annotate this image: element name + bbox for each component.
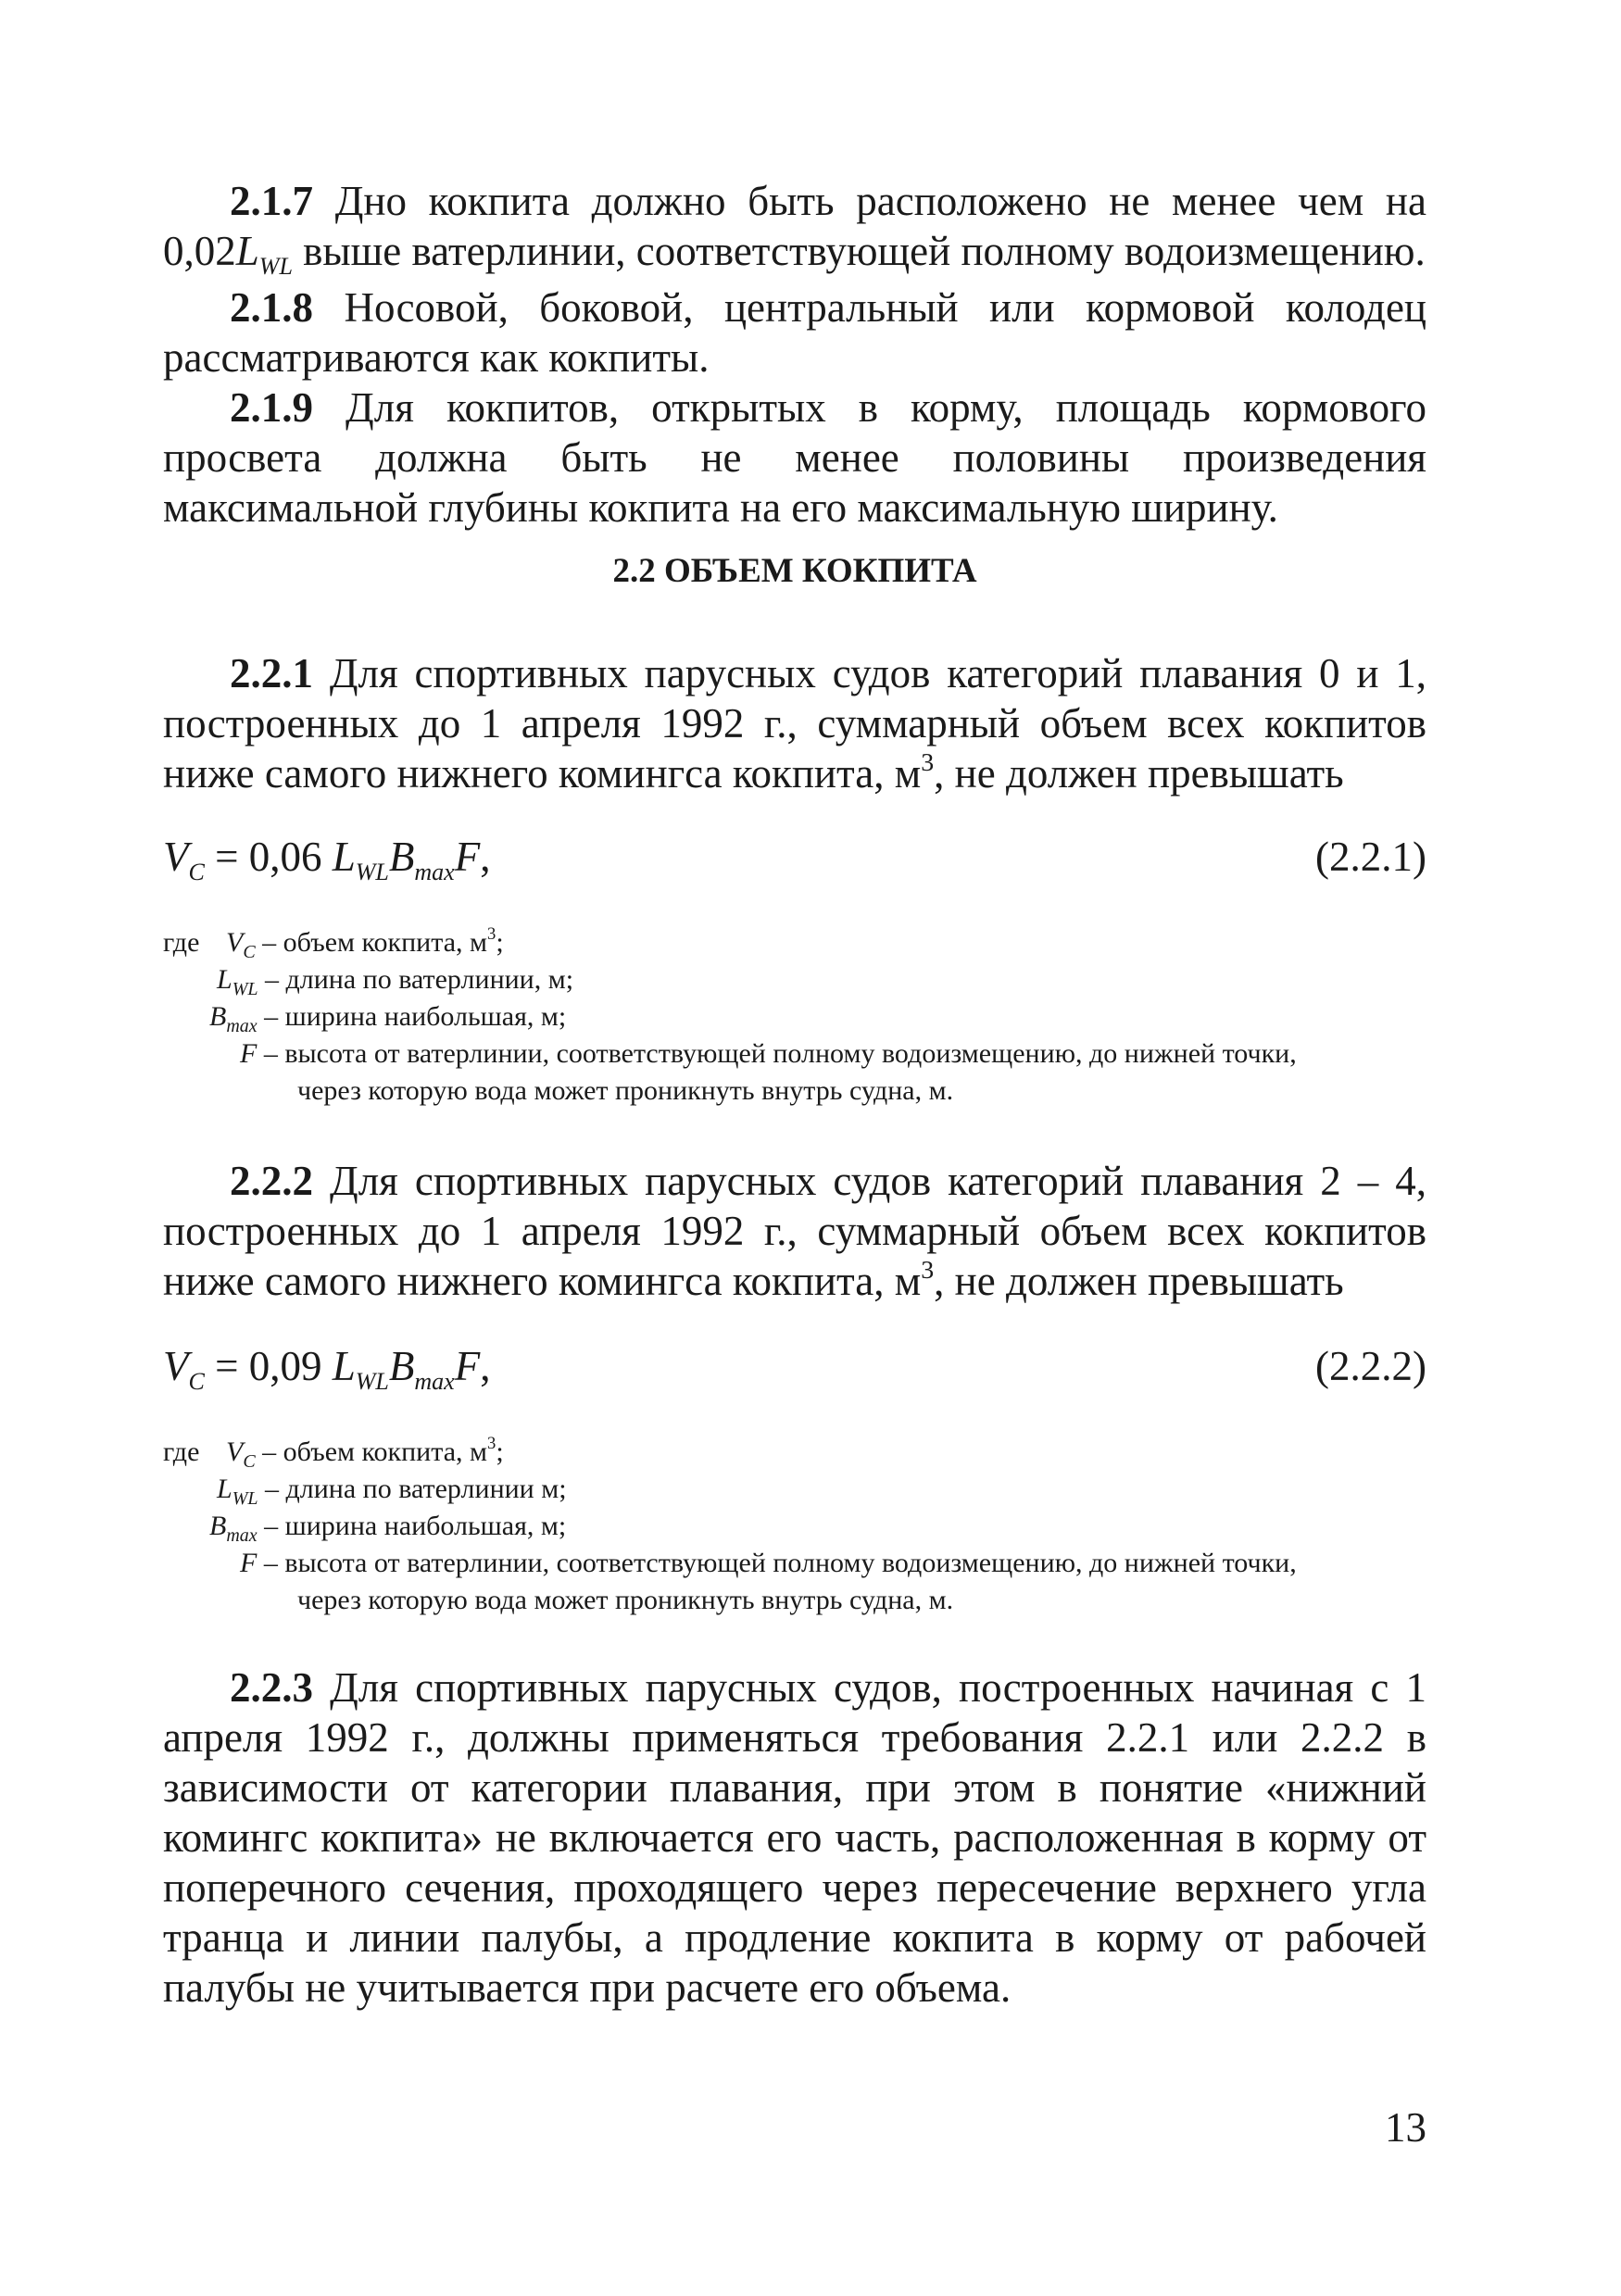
paragraph-text: Для спортивных парусных судов категорий плавания 0 и 1, построенных до 1 апреля 1992 г., суммарный объем всех кокпитов ниже самого нижнего комингса кокпита, м [163, 650, 1427, 797]
definition-b: $B_{max}$ – ширина наибольшая, м; [209, 1001, 567, 1036]
clause-number: 2.1.8 [230, 284, 313, 331]
formula-2-2-1 [163, 829, 1426, 885]
variable-definitions-1 [163, 924, 1426, 1110]
formula-expression: $V_C = 0,06$ $L_{WL}B_{max}F$, [163, 834, 491, 885]
definition-f: F – высота от ватерлинии, соответствующей полному водоизмещению, до нижней точки, [240, 1548, 1297, 1578]
definition-f-continued: через которую вода может проникнуть внутрь судна, м. [297, 1585, 954, 1615]
clause-number: 2.2.3 [230, 1664, 313, 1711]
superscript: 3 [921, 1256, 935, 1285]
definition-f-continued: через которую вода может проникнуть внутрь судна, м. [297, 1075, 954, 1106]
clause-number: 2.2.1 [230, 650, 313, 696]
page-number: 13 [1385, 2104, 1426, 2151]
paragraph-text: Для спортивных парусных судов, построенных начиная с 1 апреля 1992 г., должны применяться требования 2.2.1 или 2.2.2 в зависимости от категории плавания, при этом в понятие «нижний комингс кокпита» не включается его часть, расположенная в корму от поперечного сечения, проходящего через пересечение верхнего угла транца и линии палубы, а продление кокпита в корму от рабочей палубы не учитывается при расчете его объема. [163, 1664, 1427, 2011]
where-label: где [163, 1437, 200, 1467]
symbol-L: L [235, 228, 259, 274]
paragraph-text: Носовой, боковой, центральный или кормовой колодец рассматриваются как кокпиты. [163, 284, 1426, 381]
paragraph-text-continued: , не должен превышать [934, 1258, 1344, 1304]
paragraph-2-1-8 [163, 282, 1426, 383]
clause-number: 2.2.2 [230, 1158, 313, 1204]
clause-number: 2.1.7 [230, 178, 313, 224]
definition-v: где $V_C$ – объем кокпита, $м^3$; [163, 1434, 504, 1472]
paragraph-2-2-1-block [163, 648, 1426, 798]
variable-definitions-2 [163, 1434, 1426, 1619]
paragraph-2-1-9 [163, 383, 1426, 533]
formula-2-2-2 [163, 1338, 1426, 1394]
superscript: 3 [921, 748, 935, 777]
paragraph-text: Для спортивных парусных судов категорий плавания 2 – 4, построенных до 1 апреля 1992 г., суммарный объем всех кокпитов ниже самого нижнего комингса кокпита, м [163, 1158, 1427, 1304]
equation-number: (2.2.1) [1315, 834, 1426, 880]
definition-b: $B_{max}$ – ширина наибольшая, м; [209, 1511, 567, 1546]
paragraph-text: Дно кокпита должно быть расположено не менее чем на 0,02 [163, 178, 1426, 274]
paragraph-text-continued: , не должен превышать [934, 750, 1344, 797]
paragraph-2-2-3-block [163, 1662, 1426, 2013]
symbol-subscript: WL [258, 253, 293, 280]
paragraph-2-2-2 [163, 1156, 1426, 1306]
paragraph-2-2-3 [163, 1662, 1426, 2013]
paragraph-text-continued: выше ватерлинии, соответствующей полному водоизмещению. [303, 228, 1426, 274]
paragraph-2-1-7 [163, 176, 1426, 282]
equation-number: (2.2.2) [1315, 1343, 1426, 1389]
section-heading: 2.2 ОБЪЕМ КОКПИТА [612, 552, 977, 590]
definition-l: $L_{WL}$ – длина по ватерлинии, м; [217, 964, 574, 999]
formula-expression: $V_C = 0,09$ $L_{WL}B_{max}F$, [163, 1343, 491, 1395]
section-2-1-text [163, 176, 1426, 533]
where-label: где [163, 927, 200, 958]
definition-l: $L_{WL}$ – длина по ватерлинии м; [217, 1474, 567, 1509]
clause-number: 2.1.9 [230, 384, 313, 431]
paragraph-2-2-1 [163, 648, 1426, 798]
definition-f: F – высота от ватерлинии, соответствующей полному водоизмещению, до нижней точки, [240, 1038, 1297, 1069]
paragraph-text: Для кокпитов, открытых в корму, площадь кормового просвета должна быть не менее половины произведения максимальной глубины кокпита на его максимальную ширину. [163, 384, 1426, 531]
definition-v: где $V_C$ – объем кокпита, $м^3$; [163, 924, 504, 962]
paragraph-2-2-2-block [163, 1156, 1426, 1306]
